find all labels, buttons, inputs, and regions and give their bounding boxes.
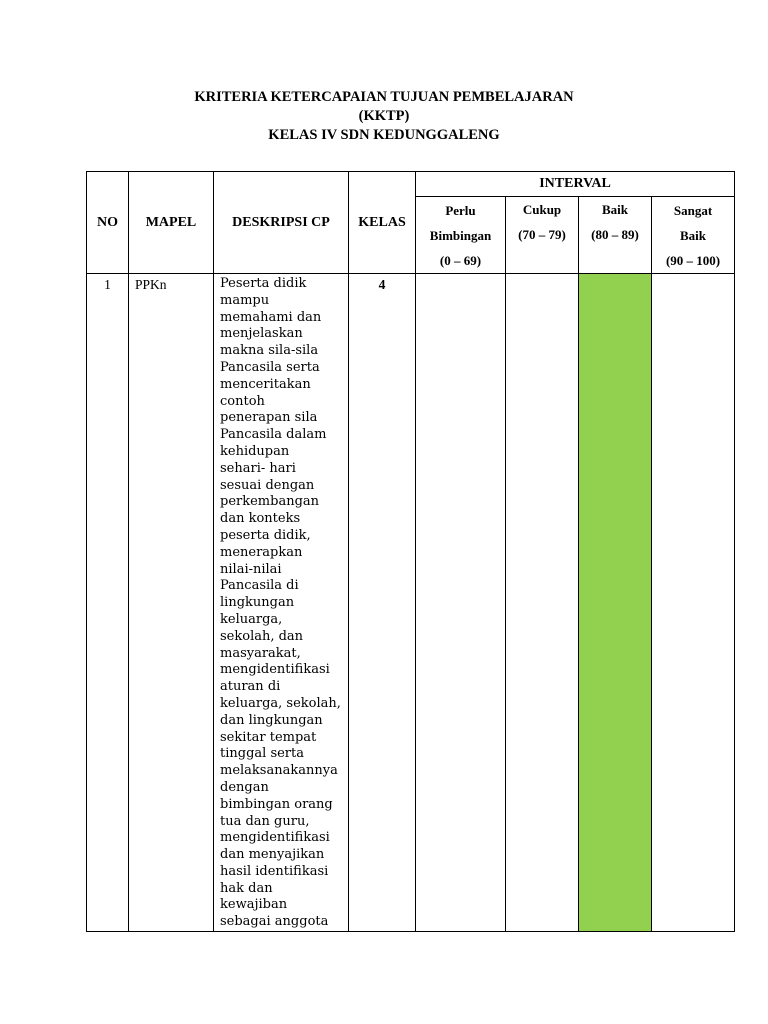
header-sangat-line-1: Sangat	[673, 202, 713, 218]
deskripsi-line: masyarakat,	[220, 645, 301, 661]
table-row	[87, 274, 735, 932]
deskripsi-line: Pancasila di	[220, 578, 299, 594]
header-perlu-bimbingan	[416, 197, 506, 274]
deskripsi-line: keluarga,	[220, 611, 283, 627]
deskripsi-line: memahami dan	[220, 309, 322, 325]
title-line-3: KELAS IV SDN KEDUNGGALENG	[268, 127, 500, 143]
deskripsi-line: dengan	[220, 779, 269, 795]
deskripsi-line: kehidupan	[220, 443, 290, 459]
deskripsi-line: bimbingan orang	[220, 796, 333, 812]
header-perlu-line-2: Bimbingan	[429, 227, 492, 243]
cell-perlu-bimbingan	[416, 274, 506, 932]
header-sangat-baik	[652, 197, 735, 274]
deskripsi-line: tinggal serta	[220, 746, 304, 762]
deskripsi-line: aturan di	[220, 679, 281, 695]
deskripsi-line: menceritakan	[220, 376, 311, 392]
deskripsi-line: contoh	[220, 393, 265, 409]
deskripsi-line: Pancasila dalam	[220, 427, 327, 443]
deskripsi-line: melaksanakannya	[220, 763, 338, 779]
deskripsi-line: Pancasila serta	[220, 359, 320, 375]
deskripsi-line: keluarga, sekolah,	[220, 695, 341, 711]
deskripsi-line: hak dan	[220, 880, 273, 896]
deskripsi-line: peserta didik,	[220, 527, 311, 543]
deskripsi-line: Peserta didik	[220, 276, 307, 291]
title-line-2: (KKTP)	[358, 108, 410, 124]
row-no: 1	[87, 274, 129, 932]
deskripsi-line: dan lingkungan	[220, 712, 323, 728]
deskripsi-line: lingkungan	[220, 595, 295, 611]
deskripsi-line: dan konteks	[220, 511, 301, 527]
header-baik	[579, 197, 652, 274]
header-kelas: KELAS	[349, 172, 416, 274]
header-perlu-line-1: Perlu	[445, 202, 476, 218]
cell-baik-highlighted	[579, 274, 652, 932]
header-no: NO	[87, 172, 129, 274]
deskripsi-line: sekitar tempat	[220, 729, 317, 745]
header-deskripsi: DESKRIPSI CP	[214, 172, 349, 274]
row-deskripsi	[214, 274, 349, 932]
deskripsi-line: perkembangan	[220, 494, 320, 510]
deskripsi-line: mampu	[220, 292, 270, 308]
cell-sangat-baik	[652, 274, 735, 932]
header-interval: INTERVAL	[416, 172, 735, 197]
cell-cukup	[506, 274, 579, 932]
header-cukup-line-2: (70 – 79)	[518, 227, 566, 242]
header-perlu-line-3: (0 – 69)	[439, 252, 482, 268]
deskripsi-line: tua dan guru,	[220, 813, 310, 829]
deskripsi-line: menerapkan	[220, 544, 303, 560]
deskripsi-line: makna sila-sila	[220, 343, 319, 359]
deskripsi-line: mengidentifikasi	[220, 830, 330, 846]
kktp-table	[86, 171, 735, 932]
deskripsi-line: kewajiban	[220, 897, 288, 913]
document-title	[0, 88, 768, 145]
title-line-1: KRITERIA KETERCAPAIAN TUJUAN PEMBELAJARAN	[194, 89, 574, 105]
deskripsi-line: sekolah, dan	[220, 628, 304, 644]
header-baik-line-2: (80 – 89)	[591, 227, 639, 242]
row-kelas: 4	[349, 274, 416, 932]
deskripsi-line: mengidentifikasi	[220, 662, 330, 678]
deskripsi-line: sebagai anggota	[220, 914, 329, 930]
deskripsi-line: penerapan sila	[220, 410, 318, 426]
deskripsi-line: menjelaskan	[220, 326, 303, 342]
header-cukup-line-1: Cukup	[522, 202, 562, 217]
deskripsi-line: sehari- hari	[220, 460, 296, 476]
deskripsi-line: dan menyajikan	[220, 847, 325, 863]
header-mapel: MAPEL	[129, 172, 214, 274]
row-mapel: PPKn	[129, 274, 214, 932]
deskripsi-text	[220, 276, 348, 931]
header-cukup	[506, 197, 579, 274]
deskripsi-line: hasil identifikasi	[220, 863, 329, 879]
header-sangat-line-3: (90 – 100)	[665, 252, 721, 268]
header-sangat-line-2: Baik	[680, 227, 707, 243]
deskripsi-line: sesuai dengan	[220, 477, 315, 493]
deskripsi-line: nilai-nilai	[220, 561, 282, 577]
header-baik-line-1: Baik	[601, 202, 628, 217]
